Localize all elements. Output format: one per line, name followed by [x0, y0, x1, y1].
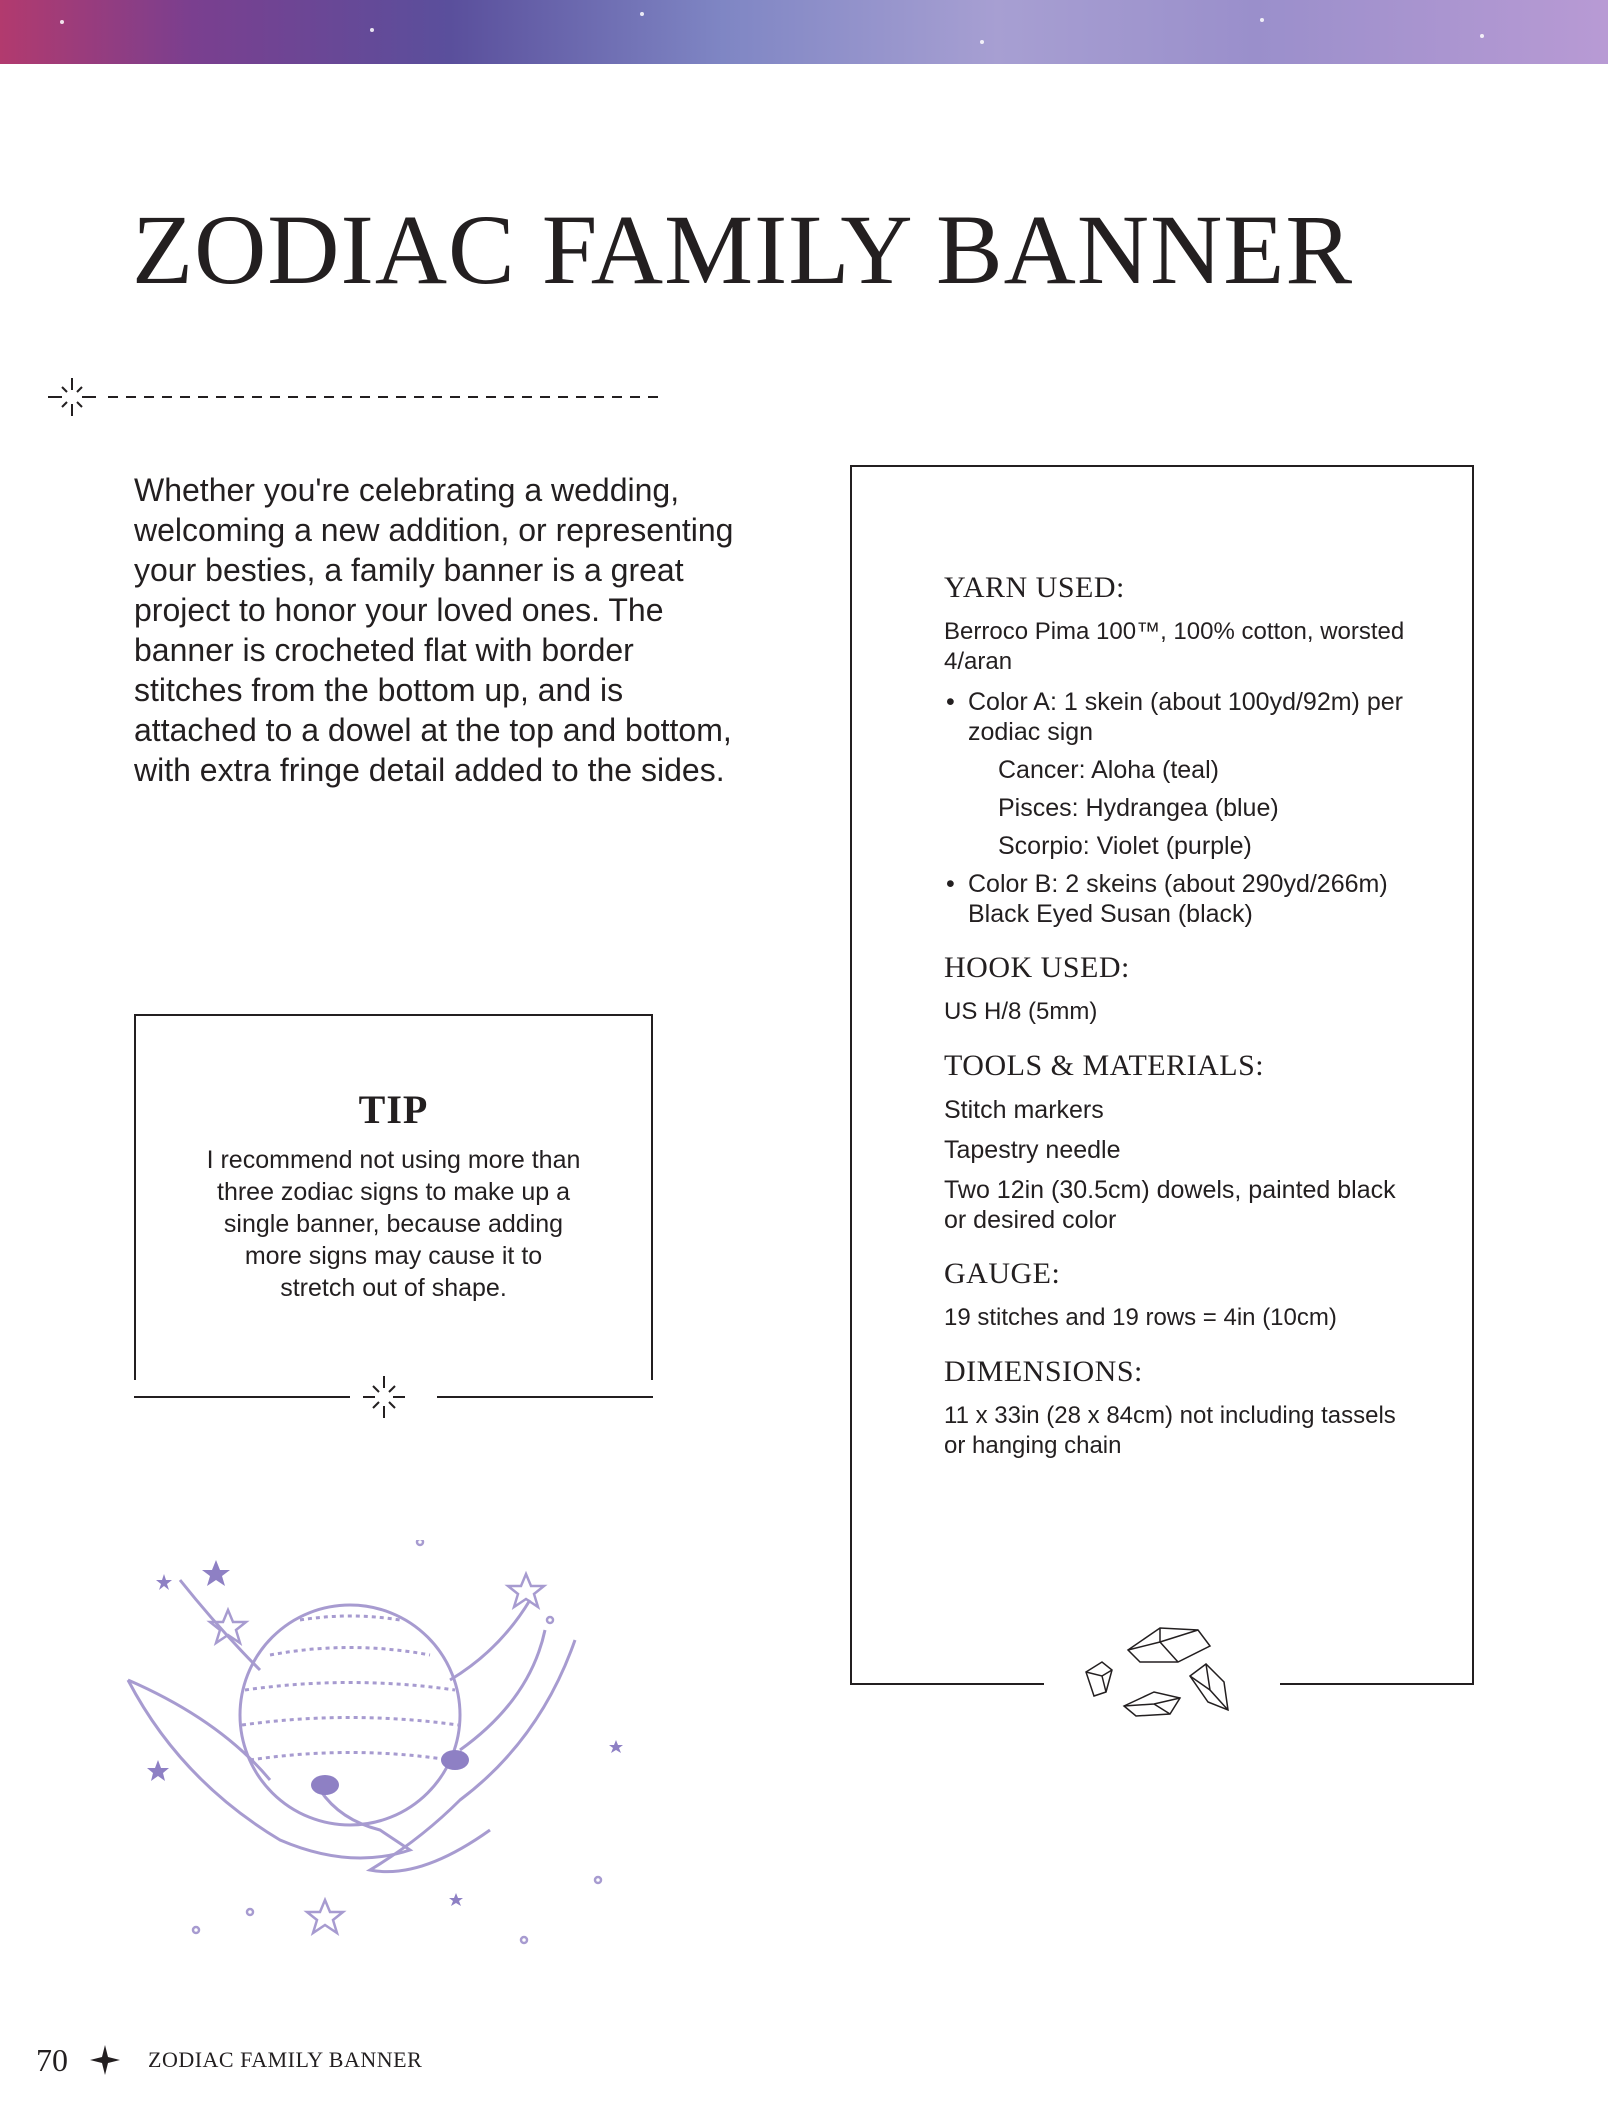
dimensions-section	[944, 1355, 1414, 1461]
crystals-illustration	[1080, 1620, 1250, 1740]
hook-heading: HOOK USED:	[944, 951, 1130, 984]
yarn-description: Berroco Pima 100™, 100% cotton, worsted 4/aran	[944, 618, 1405, 675]
tip-box	[134, 1014, 653, 1380]
page-title: ZODIAC FAMILY BANNER	[132, 194, 1354, 305]
tool-item: Tapestry needle	[944, 1136, 1121, 1164]
yarn-section	[944, 571, 1414, 929]
tool-item: Two 12in (30.5cm) dowels, painted black or desired color	[944, 1176, 1396, 1234]
sparkle-icon	[48, 378, 96, 416]
color-a-item: • Color A: 1 skein (about 100yd/92m) per zodiac sign	[944, 687, 1414, 747]
color-b-item: • Color B: 2 skeins (about 290yd/266m) Black Eyed Susan (black)	[944, 869, 1414, 929]
yarn-heading: YARN USED:	[944, 571, 1125, 604]
compass-star-icon	[90, 2045, 120, 2075]
title-divider	[40, 372, 670, 422]
hook-section	[944, 951, 1414, 1027]
page-footer	[36, 2040, 422, 2080]
sign-scorpio: Scorpio: Violet (purple)	[998, 832, 1252, 860]
tools-section	[944, 1049, 1414, 1235]
tools-heading: TOOLS & MATERIALS:	[944, 1049, 1265, 1082]
sign-pisces: Pisces: Hydrangea (blue)	[998, 794, 1279, 822]
sparkle-icon	[361, 1374, 407, 1420]
materials-box	[850, 465, 1474, 1683]
tip-text: I recommend not using more than three zodiac signs to make up a single banner, because adding more signs may cause it to stretch out of shape.	[206, 1146, 581, 1302]
running-title: ZODIAC FAMILY BANNER	[148, 2047, 423, 2072]
tool-item: Stitch markers	[944, 1096, 1104, 1124]
sign-cancer: Cancer: Aloha (teal)	[998, 756, 1219, 784]
galaxy-header-band	[0, 0, 1608, 64]
hook-value: US H/8 (5mm)	[944, 998, 1098, 1025]
hands-globe-illustration	[120, 1540, 680, 1970]
tip-title: TIP	[358, 1087, 429, 1132]
gauge-value: 19 stitches and 19 rows = 4in (10cm)	[944, 1304, 1337, 1331]
gauge-section	[944, 1257, 1414, 1333]
page-number: 70	[36, 2041, 68, 2078]
dimensions-value: 11 x 33in (28 x 84cm) not including tassels or hanging chain	[944, 1402, 1396, 1459]
dimensions-heading: DIMENSIONS:	[944, 1355, 1143, 1388]
intro-paragraph: Whether you're celebrating a wedding, welcoming a new addition, or representing your besties, a family banner is a great project to honor your loved ones. The banner is crocheted flat with border stitches from the bottom up, and is attached to a dowel at the top and bottom, with extra fringe detail added to the sides.	[134, 472, 734, 788]
gauge-heading: GAUGE:	[944, 1257, 1061, 1290]
